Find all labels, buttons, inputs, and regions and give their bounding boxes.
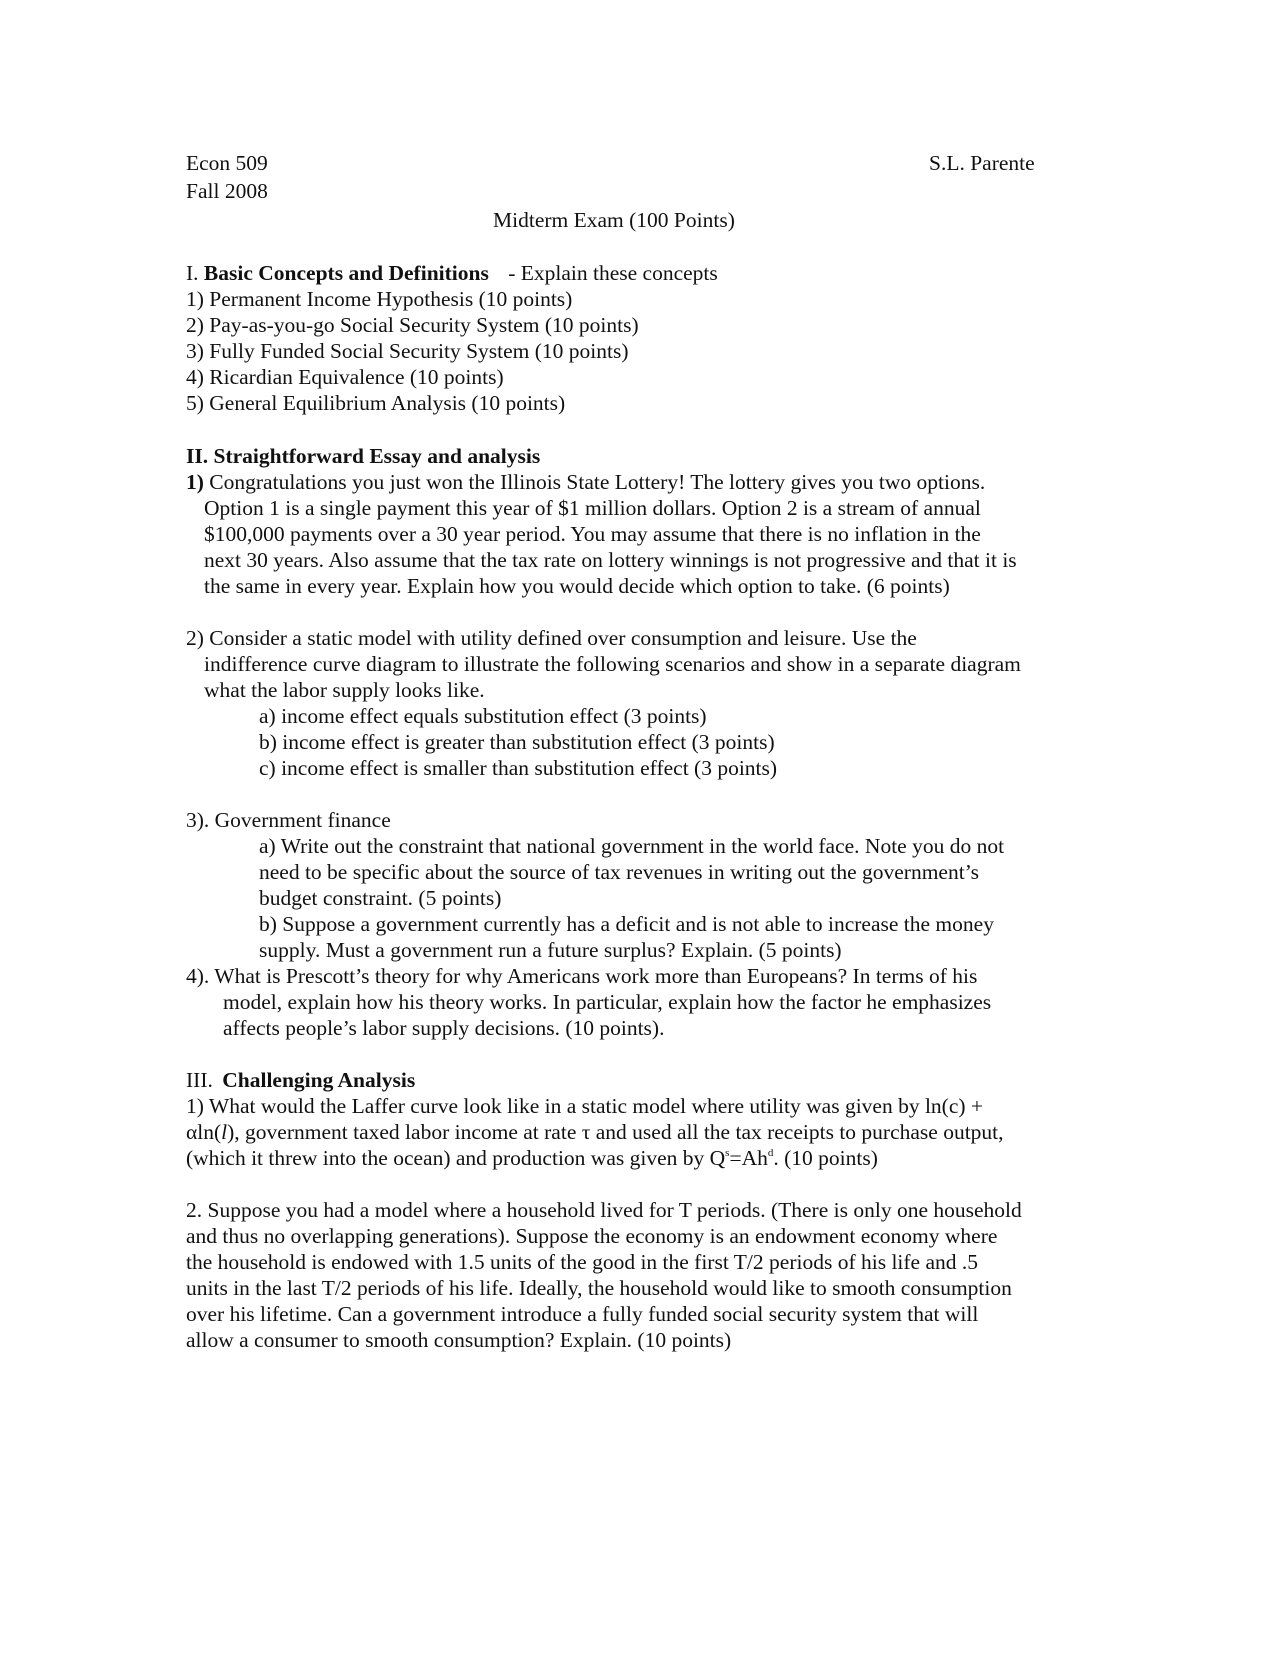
question-number: 1) bbox=[186, 470, 204, 494]
question-part: budget constraint. (5 points) bbox=[259, 886, 502, 910]
list-item: 3) Fully Funded Social Security System (10 points) bbox=[186, 339, 629, 363]
term: Fall 2008 bbox=[186, 179, 268, 203]
question-part: b) income effect is greater than substitution effect (3 points) bbox=[259, 730, 775, 754]
question-2-1-line: Option 1 is a single payment this year of $1 million dollars. Option 2 is a stream of annual bbox=[204, 496, 981, 520]
question-2-4-line: affects people’s labor supply decisions. (10 points). bbox=[223, 1016, 665, 1040]
question-part: need to be specific about the source of tax revenues in writing out the government’s bbox=[259, 860, 980, 884]
question-3-1-line: 1) What would the Laffer curve look like in a static model where utility was given by ln(c) + bbox=[186, 1094, 984, 1118]
question-3-2-line: and thus no overlapping generations). Suppose the economy is an endowment economy where bbox=[186, 1224, 998, 1248]
question-3-1-line bbox=[186, 1119, 1004, 1145]
question-3-2-line: the household is endowed with 1.5 units of the good in the first T/2 periods of his life and .5 bbox=[186, 1250, 979, 1274]
question-2-2-line: 2) Consider a static model with utility defined over consumption and leisure. Use the bbox=[186, 626, 917, 650]
superscript: d bbox=[767, 1147, 774, 1159]
question-text: (which it threw into the ocean) and production was given by Q bbox=[186, 1146, 726, 1170]
question-part: a) Write out the constraint that national government in the world face. Note you do not bbox=[259, 834, 1005, 858]
question-3-1-line bbox=[186, 1145, 878, 1171]
question-part: b) Suppose a government currently has a deficit and is not able to increase the money bbox=[259, 912, 994, 936]
question-text: =Ah bbox=[729, 1146, 768, 1170]
question-3-2-line: units in the last T/2 periods of his life. Ideally, the household would like to smooth consumption bbox=[186, 1276, 1012, 1300]
question-part: a) income effect equals substitution effect (3 points) bbox=[259, 704, 707, 728]
question-3-2-line: over his lifetime. Can a government introduce a fully funded social security system that will bbox=[186, 1302, 979, 1326]
list-item: 1) Permanent Income Hypothesis (10 points) bbox=[186, 287, 573, 311]
list-item: 5) General Equilibrium Analysis (10 points) bbox=[186, 391, 566, 415]
section-3-numeral: III. bbox=[186, 1068, 213, 1092]
section-1-heading bbox=[186, 260, 718, 286]
question-2-3-heading: 3). Government finance bbox=[186, 808, 391, 832]
question-3-2-line: allow a consumer to smooth consumption? Explain. (10 points) bbox=[186, 1328, 732, 1352]
question-text: ), government taxed labor income at rate τ and used all the tax receipts to purchase output, bbox=[227, 1120, 1004, 1144]
section-3-heading bbox=[186, 1067, 415, 1093]
question-text: Congratulations you just won the Illinois State Lottery! The lottery gives you two options. bbox=[203, 470, 986, 494]
question-2-1-line bbox=[186, 469, 985, 495]
section-2-heading: II. Straightforward Essay and analysis bbox=[186, 444, 541, 468]
question-text: . (10 points) bbox=[773, 1146, 878, 1170]
section-3-title: Challenging Analysis bbox=[222, 1068, 416, 1092]
question-2-1-line: next 30 years. Also assume that the tax rate on lottery winnings is not progressive and that it is bbox=[204, 548, 1017, 572]
question-text: αln( bbox=[186, 1120, 222, 1144]
list-item: 4) Ricardian Equivalence (10 points) bbox=[186, 365, 504, 389]
course-name: Econ 509 bbox=[186, 151, 268, 175]
question-part: supply. Must a government run a future surplus? Explain. (5 points) bbox=[259, 938, 842, 962]
superscript: s bbox=[725, 1147, 730, 1159]
question-3-2-line: 2. Suppose you had a model where a household lived for T periods. (There is only one household bbox=[186, 1198, 1022, 1222]
question-2-2-line: what the labor supply looks like. bbox=[204, 678, 485, 702]
instructor-name: S.L. Parente bbox=[929, 151, 1035, 175]
leisure-variable: l bbox=[221, 1120, 228, 1144]
section-1-title: Basic Concepts and Definitions bbox=[203, 261, 489, 285]
question-2-1-line: $100,000 payments over a 30 year period. You may assume that there is no inflation in the bbox=[204, 522, 981, 546]
question-2-4-line: model, explain how his theory works. In particular, explain how the factor he emphasizes bbox=[223, 990, 992, 1014]
list-item: 2) Pay-as-you-go Social Security System (10 points) bbox=[186, 313, 639, 337]
question-2-1-line: the same in every year. Explain how you would decide which option to take. (6 points) bbox=[204, 574, 950, 598]
question-2-4-line: 4). What is Prescott’s theory for why Americans work more than Europeans? In terms of his bbox=[186, 964, 978, 988]
section-1-instruction: - Explain these concepts bbox=[508, 261, 718, 285]
question-2-2-line: indifference curve diagram to illustrate the following scenarios and show in a separate diagram bbox=[204, 652, 1021, 676]
section-1-numeral: I. bbox=[186, 261, 199, 285]
question-part: c) income effect is smaller than substitution effect (3 points) bbox=[259, 756, 778, 780]
exam-title: Midterm Exam (100 Points) bbox=[493, 208, 735, 232]
